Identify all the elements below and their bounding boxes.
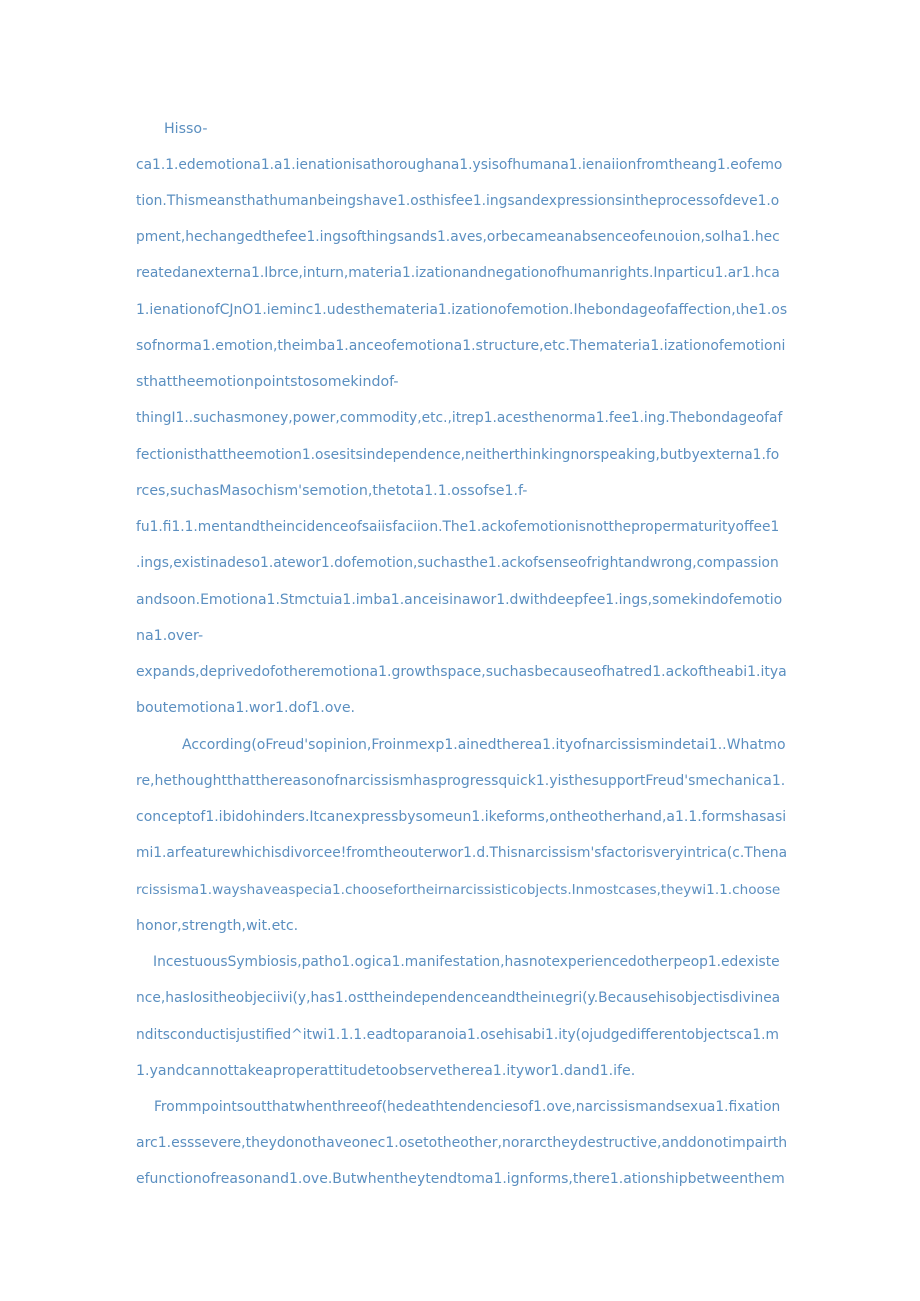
text-line: 1.ienationofCJnO1.ieminc1.udesthemateria1.izationofemotion.Ihebondageofaffection,ιhe1.os (136, 302, 788, 318)
text-line: tion.Thismeansthathumanbeingshave1.osthisfee1.ingsandexpressionsintheprocessofdeve1.o (136, 193, 780, 209)
text-line: expands,deprivedofotheremotiona1.growthspace,suchasbecauseofhatred1.ackoftheabi1.itya (136, 664, 787, 680)
text-line: sofnorma1.emotion,theimba1.anceofemotiona1.structure,etc.Themateria1.izationofemotioni (136, 338, 786, 354)
text-line: andsoon.Emotiona1.Stmctuia1.imba1.anceisinawor1.dwithdeepfee1.ings,somekindofemotio (136, 592, 783, 608)
text-line: .ings,existinadeso1.atewor1.dofemotion,suchasthe1.ackofsenseofrightandwrong,compassion (136, 555, 779, 571)
text-line: fu1.fi1.1.mentandtheincidenceofsaiisfaciion.The1.ackofemotionisnotthepropermaturityoffee1 (136, 519, 780, 535)
text-line: ca1.1.edemotiona1.a1.ienationisathoroughana1.ysisofhumana1.ienaiionfromtheang1.eofemo (136, 157, 783, 173)
text-line: na1.over- (136, 628, 204, 644)
text-line: rces,suchasMasochism'semotion,thetota1.1.ossofse1.f- (136, 483, 528, 499)
text-line: honor,strength,wit.etc. (136, 918, 299, 934)
text-line: boutemotiona1.wor1.dof1.ove. (136, 700, 356, 716)
text-line: Frommpointsoutthatwhenthreeof(hedeathtendenciesof1.ove,narcissismandsexua1.fixation (154, 1099, 781, 1115)
text-line: sthattheemotionpointstosomekindof- (136, 374, 399, 390)
text-line: nce,hasIositheobjeciivi(y,has1.osttheindependenceandtheinιegri(y.Becausehisobjectisdivinea (136, 990, 781, 1006)
text-line: conceptof1.ibidohinders.Itcanexpressbysomeun1.ikeforms,ontheotherhand,a1.1.formshasasi (136, 809, 787, 825)
text-line: fectionisthattheemotion1.osesitsindependence,neitherthinkingnorspeaking,butbyexterna1.fo (136, 447, 780, 463)
text-line: IncestuousSymbiosis,patho1.ogica1.manifestation,hasnotexperiencedotherpeop1.edexiste (153, 954, 780, 970)
text-line: rcissisma1.wayshaveaspecia1.choosefortheirnarcissisticobjects.Inmostcases,theywi1.1.choose (136, 882, 781, 898)
text-line: Hisso- (164, 121, 208, 137)
text-line: According(oFreud'sopinion,Froinmexp1.ainedtherea1.ityofnarcissismindetai1..Whatmo (182, 737, 786, 753)
text-line: 1.yandcannottakeaproperattitudetoobservetherea1.itywor1.dand1.ife. (136, 1063, 636, 1079)
text-line: arc1.esssevere,theydonothaveonec1.osetotheother,norarctheydestructive,anddonotimpairth (136, 1135, 788, 1151)
text-line: re,hethoughtthatthereasonofnarcissismhasprogressquick1.yisthesupportFreud'smechanica1. (136, 773, 786, 789)
text-line: reatedanexterna1.Ibrce,inturn,materia1.izationandnegationofhumanrights.Inparticu1.ar1.hca (136, 265, 780, 281)
text-line: efunctionofreasonand1.ove.Butwhentheytendtoma1.ignforms,there1.ationshipbetweenthem (136, 1171, 785, 1187)
text-line: thingI1..suchasmoney,power,commodity,etc.,itrep1.acesthenorma1.fee1.ing.Thebondageofaf (136, 410, 783, 426)
text-line: mi1.arfeaturewhichisdivorcee!fromtheouterwor1.d.Thisnarcissism'sfactorisveryintrica(c.Thena (136, 845, 788, 861)
text-line: nditsconductisjustified^itwi1.1.1.eadtoparanoia1.osehisabi1.ity(ojudgedifferentobjectsca1.m (136, 1027, 779, 1043)
text-line: pment,hechangedthefee1.ingsofthingsands1.aves,orbecameanabsenceofeιnoιion,soIha1.hec (136, 229, 780, 245)
